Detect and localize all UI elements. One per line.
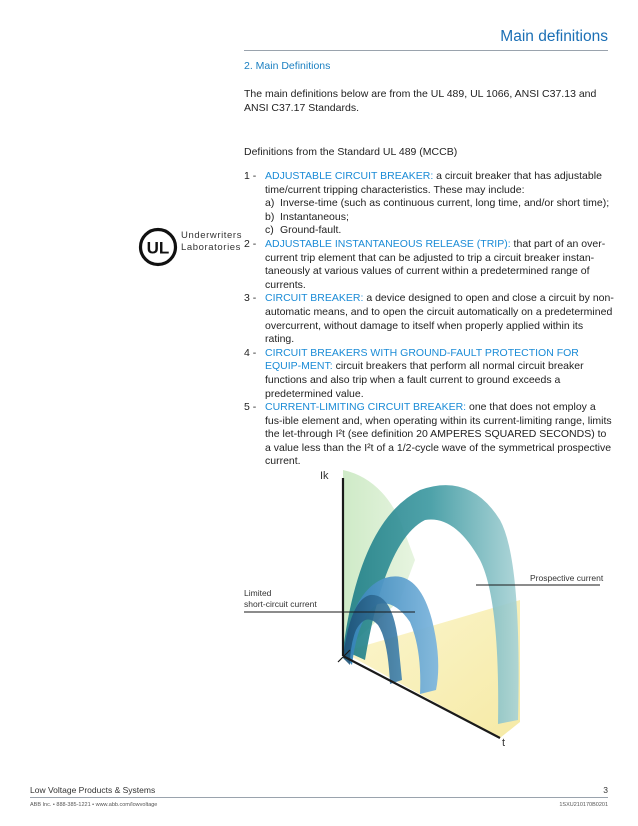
definition-item — [244, 170, 614, 238]
definition-text: that part of an over-current trip element that can be adjusted to trip a circuit breaker instan-taneously at various values of current within a predetermined range of currents. — [265, 237, 606, 291]
definition-subitem — [265, 197, 614, 211]
subitem-text: Instantaneous; — [280, 210, 349, 223]
ul-logo-line-2: Laboratories — [181, 241, 242, 253]
ul-logo-line-1: Underwriters — [181, 230, 243, 241]
definition-item — [244, 401, 614, 469]
intro-paragraph — [244, 87, 604, 115]
footer-divider — [30, 797, 608, 798]
definition-text: circuit breakers that perform all normal circuit breaker functions and also trip when a fault current to ground exceeds a predetermined value. — [265, 360, 584, 400]
intro-line-1: The main definitions below are from the UL 489, UL 1066, ANSI C37.13 and — [244, 88, 597, 100]
definition-text: a circuit breaker that has adjustable time/current tripping characteristics. These may include: — [265, 170, 602, 196]
definition-term: ADJUSTABLE INSTANTANEOUS RELEASE (TRIP): — [265, 237, 511, 250]
standard-heading: Definitions from the Standard UL 489 (MCCB) — [244, 146, 458, 158]
ul-logo-text — [181, 230, 242, 253]
limited-label-line-2: short-circuit current — [244, 599, 317, 609]
definition-subitem — [265, 211, 614, 225]
subitem-text: Inverse-time (such as continuous current, long time, and/or short time); — [280, 197, 610, 210]
current-limiting-figure — [230, 460, 610, 760]
definition-item — [244, 238, 614, 292]
definition-term: CIRCUIT BREAKER: — [265, 292, 364, 305]
definition-term: CURRENT-LIMITING CIRCUIT BREAKER: — [265, 401, 467, 414]
intro-line-2: ANSI C37.17 Standards. — [244, 102, 359, 114]
header-divider — [244, 50, 608, 51]
y-axis-label: Ik — [320, 470, 329, 482]
definition-number: 4 - — [244, 346, 257, 359]
limited-current-label — [244, 588, 317, 610]
definition-number: 5 - — [244, 401, 257, 414]
page-title: Main definitions — [500, 28, 608, 45]
prospective-current-label: Prospective current — [530, 573, 604, 583]
limited-label-line-1: Limited — [244, 588, 272, 598]
definition-subitem — [265, 224, 614, 238]
definitions-list — [244, 170, 614, 469]
definition-text: one that does not employ a fus-ible element and, when operating within its current-limiting range, limits the let-through I²t (see definition 20 AMPERES SQUARED SECONDS) to a value less than the I²t of a 1/2-cycle wave of the symmetrical prospective current. — [265, 401, 612, 468]
section-title: 2. Main Definitions — [244, 60, 331, 72]
definition-term: CIRCUIT BREAKERS WITH GROUND-FAULT PROTECTION FOR EQUIP-MENT: — [265, 346, 579, 373]
ul-logo-icon — [138, 227, 178, 267]
footer-doc-code: 1SXU210170B0201 — [559, 802, 608, 808]
definition-number: 3 - — [244, 292, 257, 305]
definition-number: 1 - — [244, 170, 257, 182]
footer-contact: ABB Inc. • 888-385-1221 • www.abb.com/lowvoltage — [30, 802, 158, 808]
footer-publication: Low Voltage Products & Systems — [30, 785, 156, 795]
definition-text: a device designed to open and close a circuit by non-automatic means, and to open the circuit automatically on a predetermined overcurrent, without damage to itself when properly applied within its rating. — [265, 292, 614, 346]
definition-number: 2 - — [244, 237, 257, 250]
page-number: 3 — [603, 785, 608, 795]
definition-item — [244, 347, 614, 401]
subitem-letter: c) — [265, 224, 274, 237]
x-axis-label: t — [502, 737, 506, 749]
subitem-letter: b) — [265, 210, 275, 223]
subitem-letter: a) — [265, 197, 275, 210]
svg-text:UL: UL — [146, 238, 170, 258]
definition-item — [244, 292, 614, 346]
definition-term: ADJUSTABLE CIRCUIT BREAKER: — [265, 170, 434, 182]
subitem-text: Ground-fault. — [280, 224, 342, 237]
